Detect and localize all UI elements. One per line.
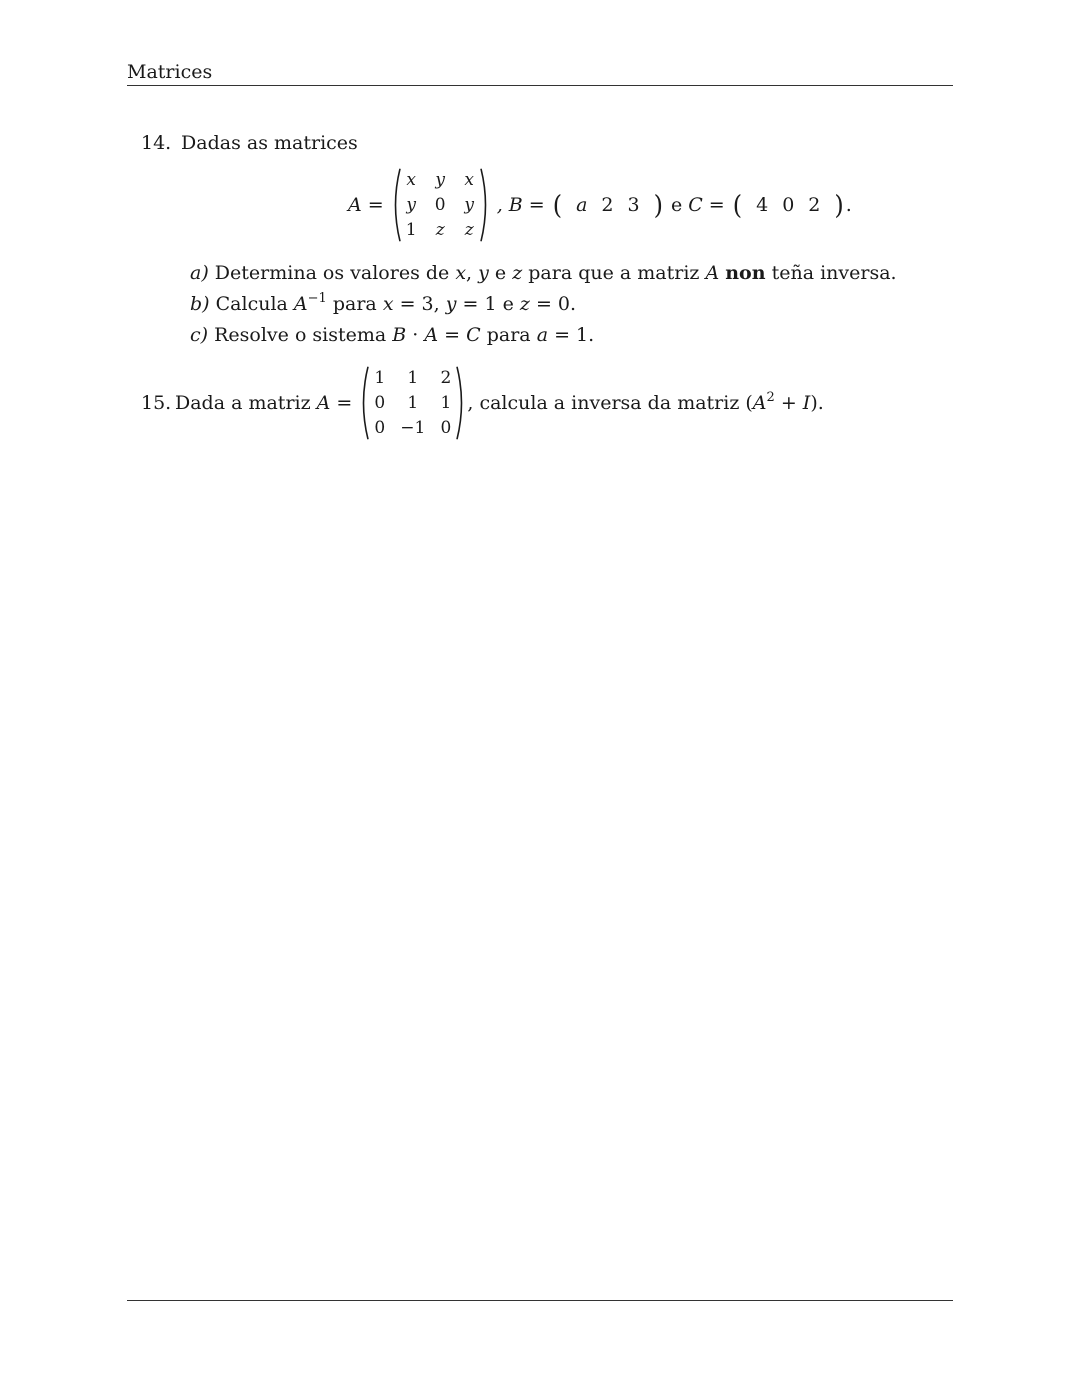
item-text: para <box>486 324 531 346</box>
matrix-b-cell: 3 <box>627 194 640 216</box>
item-text: Resolve o sistema <box>214 324 387 346</box>
matrix-a-numeric <box>358 366 467 440</box>
matrix-a-cell: y <box>464 195 474 215</box>
problem-14-item-b <box>190 292 576 316</box>
matrix-c-cell: 4 <box>756 194 769 216</box>
matrix-b-cell: a <box>576 194 588 216</box>
item-text: = 0. <box>535 293 577 315</box>
matrix-b: ( a 2 3 ) <box>552 189 663 221</box>
item-text: , <box>466 262 473 284</box>
matrix-a-cell: y <box>406 195 416 215</box>
item-var: x <box>455 262 467 284</box>
problem-15 <box>141 366 824 440</box>
item-text: e <box>494 262 507 284</box>
item-text: teña inversa. <box>771 262 897 284</box>
right-paren <box>455 366 467 440</box>
expr-superscript: 2 <box>766 390 775 405</box>
item-label: c) <box>190 324 209 346</box>
expr-open-paren: ( <box>745 392 753 414</box>
item-text: para que a matriz <box>528 262 700 284</box>
item-var: C <box>466 324 481 346</box>
item-label: a) <box>190 262 209 284</box>
item-var: a <box>536 324 549 346</box>
item-bold-text: non <box>725 262 766 284</box>
matrix-a-cell: 0 <box>434 195 446 215</box>
left-paren <box>390 168 402 242</box>
item-text: Calcula <box>215 293 288 315</box>
matrix-cell: 2 <box>440 368 452 388</box>
expr-plus: + <box>780 392 797 414</box>
item-var: y <box>478 262 489 284</box>
problem-14-equation <box>348 168 852 242</box>
matrix-cell: 1 <box>374 368 386 388</box>
conjunction-e: e <box>670 194 683 216</box>
matrix-a-cell: z <box>464 220 474 240</box>
matrix-cell: 0 <box>374 393 386 413</box>
page-header-title: Matrices <box>127 61 213 83</box>
item-var: x <box>382 293 394 315</box>
matrix-c-cell: 0 <box>782 194 795 216</box>
problem-14-item-c <box>190 323 594 347</box>
problem-14-item-a <box>190 261 897 285</box>
matrix-a-label: A = <box>316 392 353 414</box>
matrix-a-cell: x <box>464 170 474 190</box>
left-paren <box>358 366 370 440</box>
equation-period: . <box>845 194 852 216</box>
item-label: b) <box>190 293 210 315</box>
matrix-cell: 1 <box>440 393 452 413</box>
matrix-cell: −1 <box>400 418 426 438</box>
problem-15-after-text: , calcula a inversa da matriz <box>467 392 740 414</box>
matrix-a-cell: z <box>435 220 445 240</box>
item-text: Determina os valores de <box>214 262 450 284</box>
matrix-b-label: , B = <box>496 194 545 216</box>
item-text: = 3, <box>399 293 440 315</box>
matrix-cell: 0 <box>374 418 386 438</box>
matrix-a-label: A = <box>348 194 384 216</box>
matrix-cell: 1 <box>407 368 419 388</box>
matrix-cell: 1 <box>407 393 419 413</box>
problem-14-intro-text: Dadas as matrices <box>181 132 358 154</box>
matrix-a-cell: y <box>435 170 445 190</box>
item-text: = 1 e <box>462 293 514 315</box>
problem-14-intro <box>141 131 358 155</box>
matrix-c-cell: 2 <box>808 194 821 216</box>
matrix-cell: 0 <box>440 418 452 438</box>
matrix-c-label: C = <box>688 194 725 216</box>
item-var: z <box>512 262 523 284</box>
right-paren <box>479 168 491 242</box>
item-var: A <box>424 324 439 346</box>
item-text: · <box>412 324 419 346</box>
expr-var: A <box>752 392 767 414</box>
item-text: para <box>332 293 377 315</box>
matrix-b-cell: 2 <box>601 194 614 216</box>
expr-close: ). <box>810 392 824 414</box>
item-var: z <box>519 293 530 315</box>
matrix-a <box>390 168 491 242</box>
item-var: B <box>392 324 407 346</box>
matrix-a-cell: x <box>406 170 416 190</box>
expr-var: I <box>802 392 811 414</box>
problem-15-number: 15. <box>141 392 172 414</box>
item-superscript: −1 <box>307 291 327 306</box>
footer-rule <box>127 1300 953 1301</box>
matrix-a-cell: 1 <box>405 220 417 240</box>
problem-15-expression <box>745 391 823 415</box>
header-rule <box>127 85 953 86</box>
item-var: A <box>705 262 720 284</box>
problem-15-intro-text: Dada a matriz <box>175 392 311 414</box>
item-var: y <box>445 293 457 315</box>
item-text: = 1. <box>554 324 595 346</box>
problem-14-number: 14. <box>141 132 172 154</box>
item-text: = <box>444 324 461 346</box>
item-var: A <box>293 293 308 315</box>
matrix-c: ( 4 0 2 ) <box>732 189 844 221</box>
